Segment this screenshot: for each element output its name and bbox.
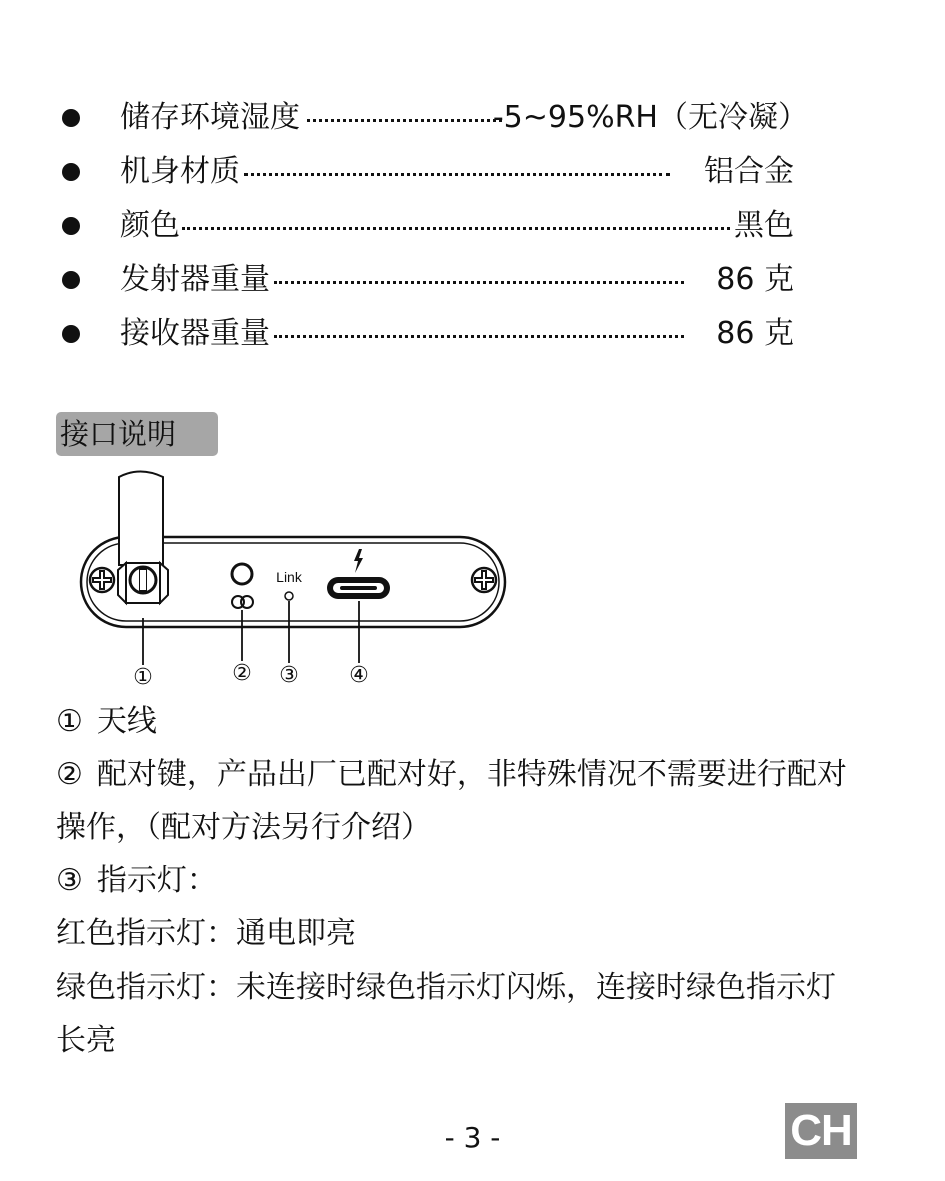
callout-number: ② [232,661,252,686]
item-number: ② [56,757,83,792]
spec-value: 86 克 [716,262,794,297]
callout-number: ④ [349,663,369,688]
spec-row [62,260,822,300]
description-continuation: 操作，（配对方法另行介绍） [56,810,431,845]
description-item [56,702,157,742]
section-title: 接口说明 [60,417,177,451]
link-label: Link [276,569,302,585]
item-text: 配对键，产品出厂已配对好，非特殊情况不需要进行配对 [96,757,847,792]
pair-button [232,564,252,584]
green-led-description: 绿色指示灯：未连接时绿色指示灯闪烁，连接时绿色指示灯 [56,970,836,1005]
dot-leader [307,119,502,122]
page-number: - 3 - [444,1121,501,1154]
callout-number: ① [133,665,153,690]
spec-label: 储存环境湿度 [120,100,300,135]
spec-row [62,206,822,246]
item-number: ③ [56,863,83,898]
description-item [56,755,847,795]
interface-diagram [78,460,518,696]
callout-number: ③ [279,663,299,688]
spec-row [62,98,822,138]
spec-label: 接收器重量 [120,316,270,351]
spec-value: -5~95%RH（无冷凝） [492,100,808,135]
spec-value: 黑色 [734,208,794,243]
dot-leader [274,335,684,338]
link-led-icon [285,592,293,600]
section-header [56,412,218,456]
spec-row [62,314,822,354]
bullet [62,163,80,181]
green-led-description-continuation: 长亮 [56,1023,116,1058]
spec-value: 86 克 [716,316,794,351]
spec-row [62,152,822,192]
antenna-icon [118,472,168,604]
dot-leader [182,227,730,230]
item-text: 指示灯： [96,863,217,898]
item-number: ① [56,704,83,739]
spec-label: 机身材质 [120,154,240,189]
bullet [62,271,80,289]
screw-icon [90,568,114,592]
red-led-description: 红色指示灯：通电即亮 [56,916,356,951]
usb-c-port-icon [327,577,390,599]
screw-icon [472,568,496,592]
item-text: 天线 [96,704,157,739]
language-badge: CH [785,1103,857,1159]
dot-leader [244,173,670,176]
spec-value: 铝合金 [704,154,794,189]
bullet [62,217,80,235]
spec-label: 颜色 [120,208,180,243]
dot-leader [274,281,684,284]
bullet [62,325,80,343]
bullet [62,109,80,127]
description-item [56,861,217,901]
spec-label: 发射器重量 [120,262,270,297]
